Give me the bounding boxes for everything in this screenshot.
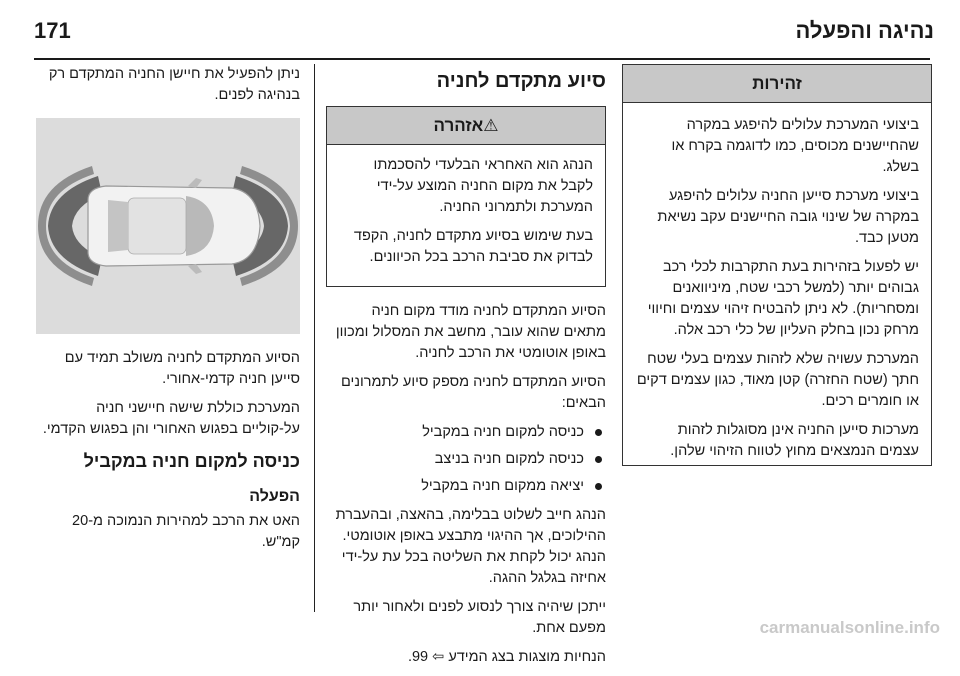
list-item: כניסה למקום חניה בניצב: [326, 449, 606, 470]
list-item: יציאה ממקום חניה במקביל: [326, 476, 606, 497]
middle-para-4: ייתכן שיהיה צורך לנסוע לפנים ולאחור יותר מפעם אחת.: [353, 599, 606, 636]
left-para-1: הסיוע המתקדם לחניה משולב תמיד עם סייען חניה קדמי-אחורי.: [64, 350, 300, 387]
activation-text: האט את הרכב למהירות הנמוכה מ-20 קמ"ש.: [72, 513, 300, 550]
page-header: [34, 18, 934, 52]
warning-title: [327, 107, 605, 145]
info-display-text: הנחיות מוצגות בצג המידע: [448, 649, 606, 665]
caution-body: [623, 103, 931, 482]
warning-title-text: אזהרה: [433, 116, 484, 135]
warning-body: [327, 145, 605, 286]
maneuver-list: [326, 422, 606, 497]
warning-para-1: הנהג הוא האחראי הבלעדי להסכמתו לקבל את מקום החניה המוצע על-ידי המערכת ולתמרוני החניה.: [373, 157, 593, 215]
warning-box: [326, 106, 606, 287]
caution-para-4: המערכת עשויה שלא לזהות עצמים בעלי שטח חתך (שטח החזרה) קטן מאוד, כגון עצמים דקים או חומרים רכים.: [636, 351, 919, 409]
section-title-advanced-park-assist: סיוע מתקדם לחניה: [436, 70, 606, 92]
watermark: carmanualsonline.info: [759, 618, 940, 637]
intro-text: ניתן להפעיל את חיישן החניה המתקדם רק בנהיגה לפנים.: [48, 66, 300, 103]
caution-para-2: ביצועי מערכת סייען החניה עלולים להיפגע במקרה של שינוי גובה החיישנים עקב נשיאת מטען כבד.: [657, 188, 919, 246]
middle-column: [326, 64, 606, 676]
page-number: 171: [34, 18, 71, 43]
warning-para-2: בעת שימוש בסיוע מתקדם לחניה, הקפד לבדוק את סביבת הרכב בכל הכיוונים.: [353, 228, 593, 265]
column-divider: [314, 64, 315, 612]
section-heading-parallel-parking: כניסה למקום חניה במקביל: [83, 451, 300, 471]
car-top-view-illustration: [36, 118, 300, 334]
left-column: [36, 64, 300, 561]
list-item: כניסה למקום חניה במקביל: [326, 422, 606, 443]
caution-title: זהירות: [623, 65, 931, 103]
sub-heading-activation: הפעלה: [249, 488, 300, 505]
caution-para-3: יש לפעול בזהירות בעת התקרבות לכלי רכב גבוהים יותר (למשל רכבי שטח, מיניוואנים ומסחריות). לא ניתן להבטיח זיהוי עצמים וחיווי מרחק נכון בחלק העליון של כלי רכב אלה.: [647, 259, 919, 338]
middle-para-1: הסיוע המתקדם לחניה מודד מקום חניה מתאים שהוא עובר, מחשב את המסלול ומכוון באופן אוטומטי את הרכב לחניה.: [335, 303, 606, 361]
warning-icon: ⚠: [483, 116, 499, 135]
caution-para-1: ביצועי המערכת עלולים להיפגע במקרה שהחיישנים מכוסים, כמו לדוגמה בקרח או בשלג.: [671, 117, 919, 175]
caution-box: [622, 64, 932, 466]
middle-para-3: הנהג חייב לשלוט בבלימה, בהאצה, ובהעברת ההילוכים, אך ההיגוי מתבצע באופן אוטומטי. הנהג יכול לקחת את השליטה בכל עת על-ידי אחיזה בגלגל ההגה.: [335, 507, 606, 586]
middle-para-5: הנחיות מוצגות בצג המידע ⇦ 99.: [407, 649, 606, 665]
page-reference[interactable]: 99: [411, 649, 429, 665]
page-title: נהיגה והפעלה: [795, 18, 934, 43]
right-column: [622, 64, 932, 466]
middle-para-2: הסיוע המתקדם לחניה מספק סיוע לתמרונים הבאים:: [341, 374, 606, 411]
parking-sensor-figure: [36, 118, 300, 334]
left-para-2: המערכת כוללת שישה חיישני חניה על-קוליים בפגוש האחורי והן בפגוש הקדמי.: [42, 400, 300, 437]
caution-para-5: מערכות סייען החניה אינן מסוגלות לזהות עצמים הנמצאים מחוץ לטווח הזיהוי שלהן.: [670, 422, 919, 459]
header-rule: [34, 58, 930, 60]
page-reference-arrow-icon: ⇦: [432, 649, 445, 665]
